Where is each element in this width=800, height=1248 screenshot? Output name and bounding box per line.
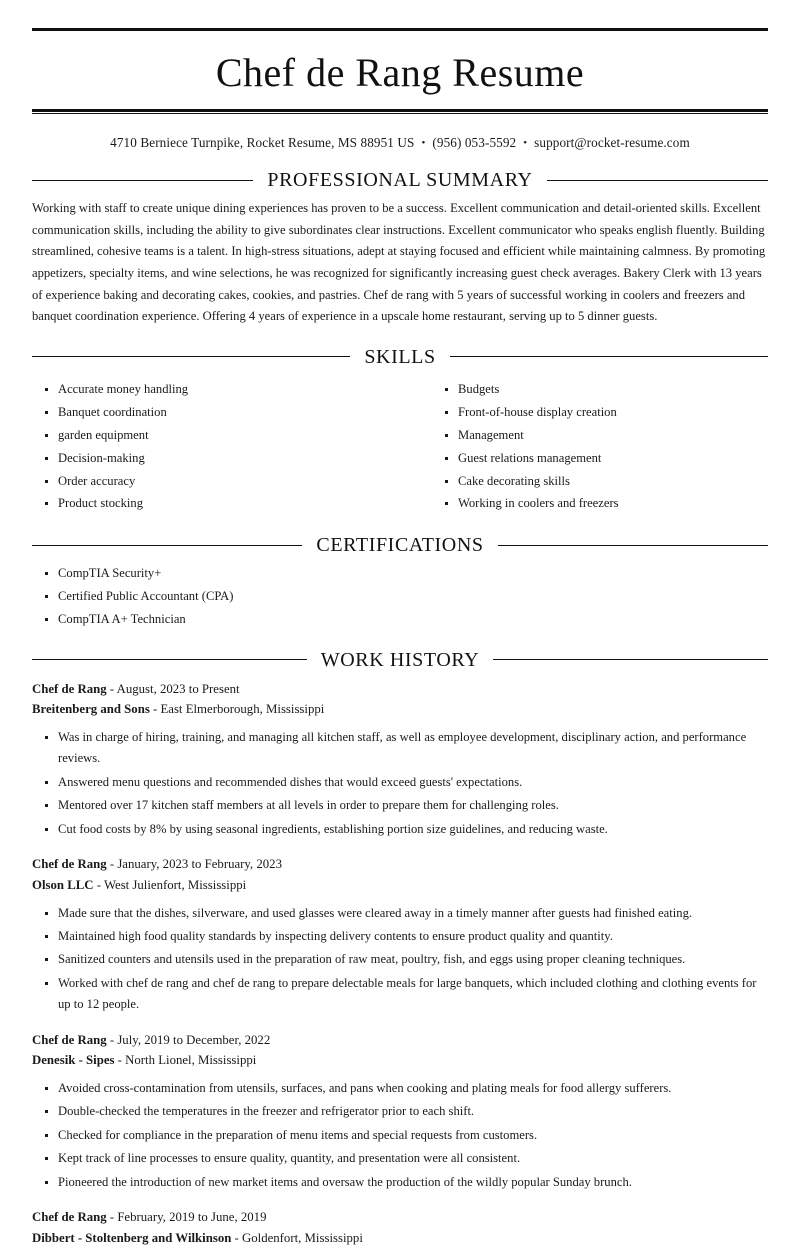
job-bullet: Pioneered the introduction of new market items and oversaw the production of the wildly popular Sunday brunch. <box>32 1172 768 1193</box>
heading-rule-left <box>32 356 350 357</box>
work-history-entry <box>32 1207 768 1248</box>
skills-list-left <box>32 379 400 515</box>
heading-rule-left <box>32 659 307 660</box>
job-bullet: Sanitized counters and utensils used in the preparation of raw meat, poultry, fish, and eggs using proper cleaning techniques. <box>32 949 768 970</box>
skill-item: Order accuracy <box>32 471 400 492</box>
certification-item: CompTIA Security+ <box>32 563 768 584</box>
job-location: - Goldenfort, Mississippi <box>231 1230 363 1245</box>
work-history-entry <box>32 1030 768 1193</box>
job-bullet: Maintained high food quality standards by inspecting delivery contents to ensure product quality and quantity. <box>32 926 768 947</box>
contact-address: 4710 Berniece Turnpike, Rocket Resume, MS 88951 US <box>110 135 415 150</box>
job-company-location-line <box>32 1228 768 1248</box>
skills-list-right <box>432 379 768 515</box>
skill-item: Banquet coordination <box>32 402 400 423</box>
section-heading-certifications <box>32 535 768 555</box>
job-location: - East Elmerborough, Mississippi <box>149 702 325 717</box>
job-bullet: Answered menu questions and recommended dishes that would exceed guests' expectations. <box>32 772 768 793</box>
job-title: Chef de Rang <box>32 1032 107 1047</box>
job-location: - North Lionel, Mississippi <box>114 1053 257 1068</box>
job-bullet-list <box>32 1078 768 1193</box>
skills-column-right <box>400 375 768 516</box>
job-company: Denesik - Sipes <box>32 1053 115 1068</box>
heading-rule-left <box>32 180 253 181</box>
section-title-summary: PROFESSIONAL SUMMARY <box>267 169 533 191</box>
section-title-skills: SKILLS <box>364 345 436 368</box>
certifications-list <box>32 563 768 630</box>
job-company-location-line <box>32 1050 768 1071</box>
job-bullet-list <box>32 903 768 1016</box>
job-company-location-line <box>32 699 768 720</box>
job-dates: - February, 2019 to June, 2019 <box>106 1210 267 1224</box>
job-company: Dibbert - Stoltenberg and Wilkinson <box>32 1230 232 1245</box>
section-heading-work-history <box>32 650 768 670</box>
work-history-entry <box>32 854 768 1015</box>
job-dates: - July, 2019 to December, 2022 <box>106 1032 271 1047</box>
skill-item: Working in coolers and freezers <box>432 493 768 514</box>
heading-rule-left <box>32 545 302 546</box>
skills-columns <box>32 375 768 516</box>
job-company-location-line <box>32 875 768 896</box>
header-double-rule <box>32 109 768 114</box>
contact-phone: (956) 053-5592 <box>432 135 517 150</box>
job-company: Olson LLC <box>32 877 94 892</box>
job-bullet: Worked with chef de rang and chef de rang to prepare delectable meals for large banquets, which included clothing and clothing events for up to 12 people. <box>32 973 768 1016</box>
job-bullet: Made sure that the dishes, silverware, and used glasses were cleared away in a timely manner after guests had finished eating. <box>32 903 768 924</box>
skill-item: Guest relations management <box>432 448 768 469</box>
heading-rule-right <box>493 659 768 660</box>
skill-item: Front-of-house display creation <box>432 402 768 423</box>
contact-separator-1: • <box>421 137 426 149</box>
contact-email: support@rocket-resume.com <box>534 135 690 150</box>
job-title: Chef de Rang <box>32 857 107 872</box>
header-top-rule <box>32 28 768 31</box>
job-bullet: Double-checked the temperatures in the freezer and refrigerator prior to each shift. <box>32 1101 768 1122</box>
contact-line <box>32 135 768 151</box>
heading-rule-right <box>498 545 768 546</box>
section-title-certifications: CERTIFICATIONS <box>316 534 484 557</box>
section-heading-summary <box>32 170 768 190</box>
certification-item: Certified Public Accountant (CPA) <box>32 586 768 607</box>
work-history-entry <box>32 679 768 840</box>
section-title-work-history: WORK HISTORY <box>320 648 480 671</box>
page-title: Chef de Rang Resume <box>215 50 585 95</box>
job-bullet: Mentored over 17 kitchen staff members at all levels in order to prepare them for challenging roles. <box>32 795 768 816</box>
skill-item: Accurate money handling <box>32 379 400 400</box>
job-dates: - August, 2023 to Present <box>106 681 240 696</box>
section-heading-skills <box>32 347 768 367</box>
job-company: Breitenberg and Sons <box>32 702 150 717</box>
resume-page <box>0 28 800 1245</box>
job-title-dates-line <box>32 854 768 875</box>
job-bullet: Checked for compliance in the preparation of menu items and special requests from customers. <box>32 1125 768 1146</box>
job-bullet: Kept track of line processes to ensure quality, quantity, and presentation were all consistent. <box>32 1148 768 1169</box>
heading-rule-right <box>547 180 768 181</box>
job-title-dates-line <box>32 1207 768 1228</box>
job-bullet: Avoided cross-contamination from utensils, surfaces, and pans when cooking and plating meals for food allergy sufferers. <box>32 1078 768 1099</box>
skills-column-left <box>32 375 400 516</box>
job-title-dates-line <box>32 679 768 700</box>
skill-item: Product stocking <box>32 493 400 514</box>
job-bullet-list <box>32 727 768 840</box>
job-bullet: Cut food costs by 8% by using seasonal ingredients, establishing portion size guidelines, and reducing waste. <box>32 819 768 840</box>
skill-item: Cake decorating skills <box>432 471 768 492</box>
work-history-list <box>32 679 768 1248</box>
certification-item: CompTIA A+ Technician <box>32 609 768 630</box>
job-dates: - January, 2023 to February, 2023 <box>106 857 282 872</box>
skill-item: Decision-making <box>32 448 400 469</box>
skill-item: Budgets <box>432 379 768 400</box>
skill-item: Management <box>432 425 768 446</box>
job-title: Chef de Rang <box>32 1210 107 1224</box>
skill-item: garden equipment <box>32 425 400 446</box>
job-bullet: Was in charge of hiring, training, and managing all kitchen staff, as well as employee development, disciplinary action, and performance reviews. <box>32 727 768 770</box>
job-title-dates-line <box>32 1030 768 1051</box>
job-location: - West Julienfort, Mississippi <box>93 877 247 892</box>
heading-rule-right <box>450 356 768 357</box>
contact-separator-2: • <box>523 137 528 149</box>
job-title: Chef de Rang <box>32 681 107 696</box>
summary-text: Working with staff to create unique dining experiences has proven to be a success. Excellent communication and detail-oriented skills. Excellent communication skills, including the ability to give subordinates clear instructions. Excellent communicator who speaks english fluently. Building streamlined, cohesive teams is a talent. In high-stress situations, adept at staying focused and efficient while maintaining calmness. By promoting appetizers, specialty items, and wine selections, he was recognized for significantly increasing guest check averages. Bakery Clerk with 13 years of experience baking and decorating cakes, cookies, and pastries. Chef de rang with 5 years of successful working in coolers and freezers and banquet coordination experience. Offering 4 years of experience in a upscale home restaurant, serving up to 5 dinner guests. <box>32 201 766 324</box>
